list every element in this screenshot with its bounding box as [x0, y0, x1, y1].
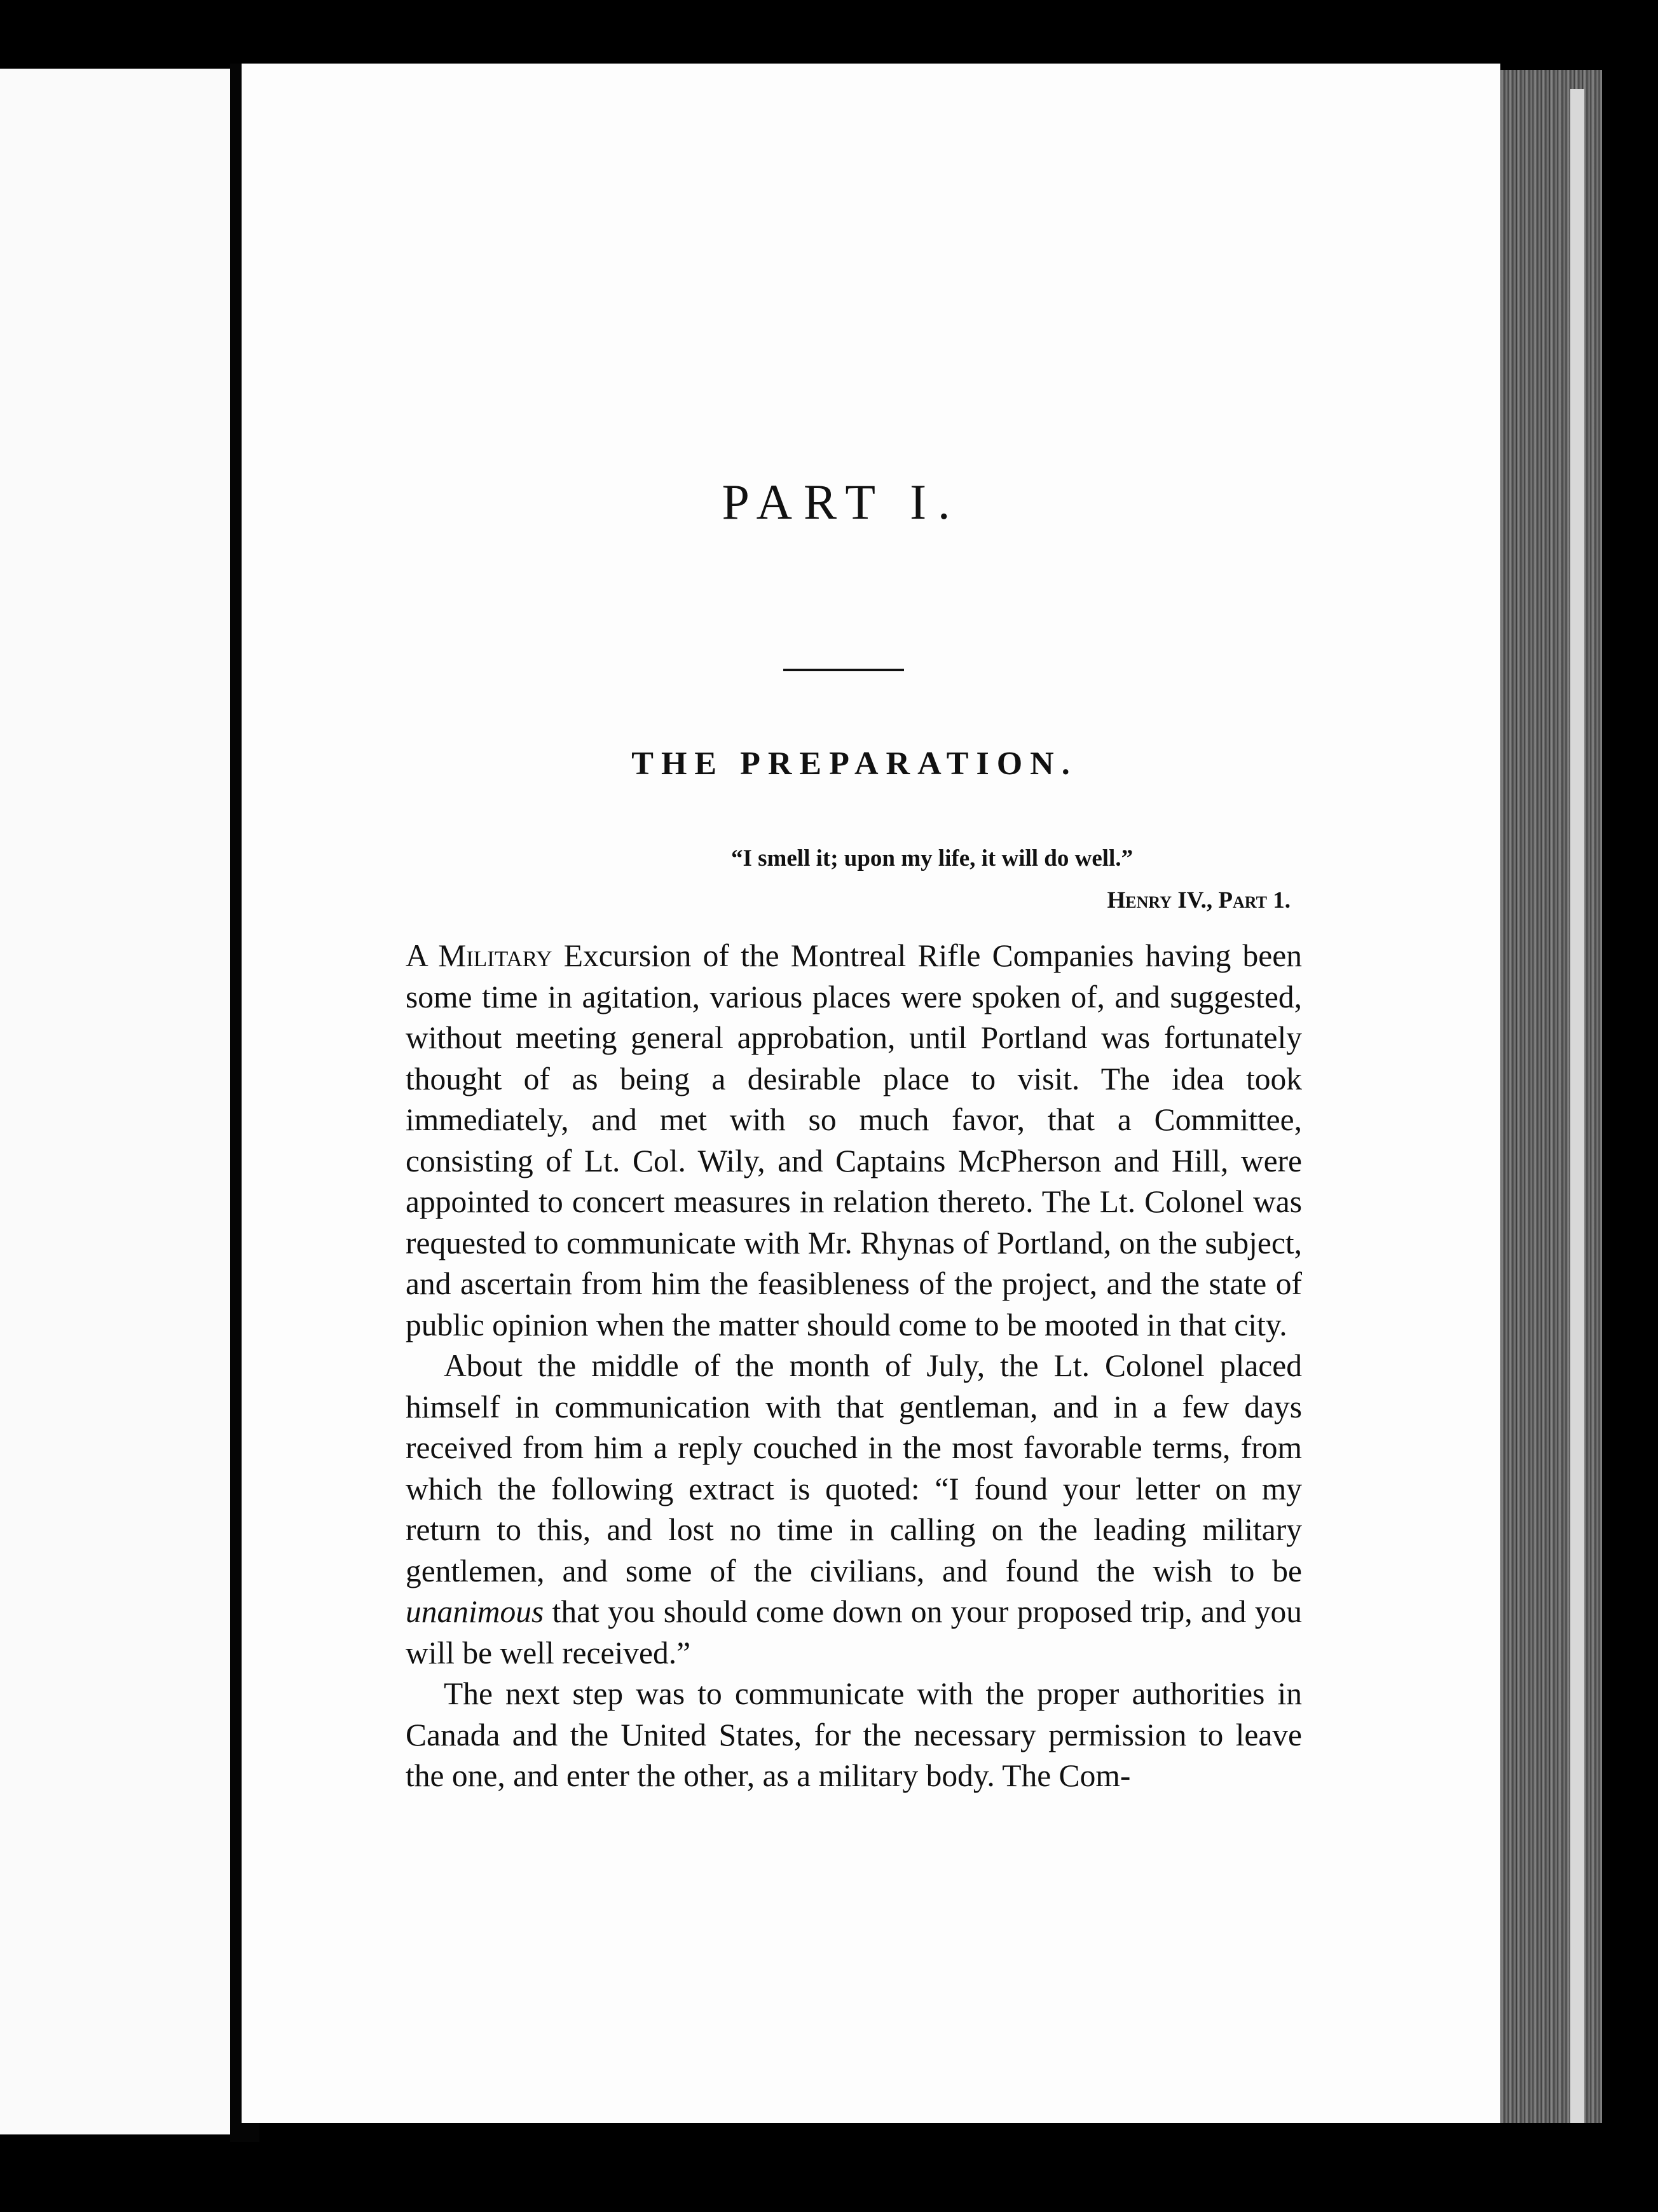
paragraph-lead-in: A Military: [406, 938, 552, 973]
paragraph-2-text-before: About the middle of the month of July, the Lt. Colonel placed himself in communication with that gentleman, and in a few days received from him a reply couched in the most favorable terms, from which the following extract is quoted: “I found your letter on my return to this, and lost no time in calling on the leading military gentlemen, and some of the civilians, and found the wish to be: [406, 1348, 1302, 1588]
paragraph-2: [406, 1346, 1302, 1674]
paragraph-3-text: The next step was to communicate with the proper authorities in Canada and the United States, for the necessary permission to leave the one, and enter the other, as a military body. The Com-: [406, 1676, 1302, 1793]
paragraph-1: [406, 936, 1302, 1346]
epigraph-source: Henry IV., Part 1.: [1107, 887, 1291, 913]
facing-page-edge: [0, 69, 230, 2134]
body-text: [406, 936, 1302, 1797]
part-title: PART I.: [722, 474, 962, 529]
page-stack-edge: [1500, 70, 1602, 2123]
page-edge-highlight: [1570, 89, 1584, 2123]
title-divider-rule: [783, 669, 904, 671]
section-title: THE PREPARATION.: [631, 746, 1078, 782]
epigraph: [731, 838, 1291, 922]
epigraph-quote: “I smell it; upon my life, it will do well.”: [731, 845, 1134, 871]
paragraph-2-text-after: that you should come down on your proposed trip, and you will be well received.”: [406, 1594, 1302, 1670]
paragraph-1-text: Excursion of the Montreal Rifle Companies having been some time in agitation, various places were spoken of, and suggested, without meeting general approbation, until Portland was fortunately thought of as being a desirable place to visit. The idea took immediately, and met with so much favor, that a Committee, consisting of Lt. Col. Wily, and Captains McPherson and Hill, were appointed to concert measures in relation thereto. The Lt. Colonel was requested to communicate with Mr. Rhynas of Portland, on the subject, and ascertain from him the feasibleness of the project, and the state of public opinion when the matter should come to be mooted in that city.: [406, 938, 1302, 1342]
paragraph-3: [406, 1674, 1302, 1797]
paragraph-2-emphasis: unanimous: [406, 1594, 544, 1629]
